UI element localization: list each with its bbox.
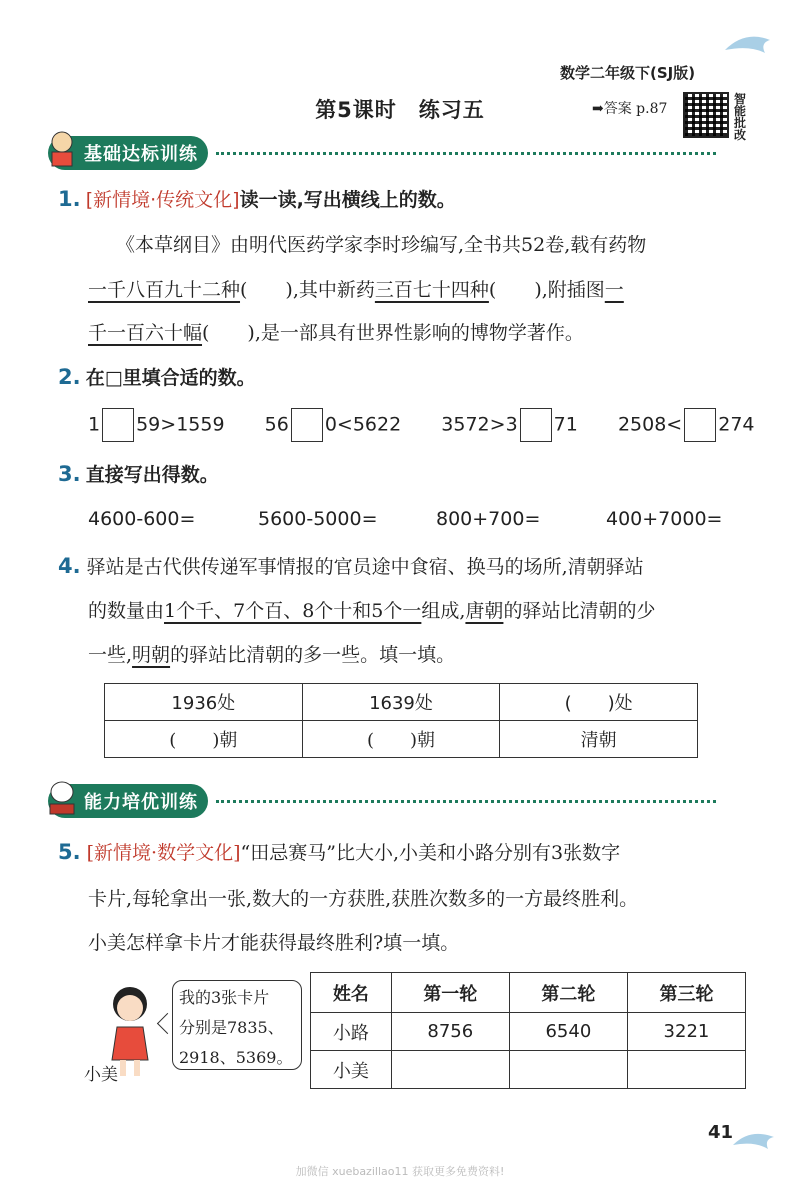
text-line: 驿站是古代供传递军事情报的官员途中食宿、换马的场所,清朝驿站 (86, 556, 644, 578)
question-number: 5. (58, 840, 81, 864)
table-cell: 8756 (391, 1013, 509, 1051)
table-row (311, 1013, 746, 1051)
question-number: 3. (58, 462, 81, 486)
column-header: 第一轮 (391, 973, 509, 1013)
answer-blank[interactable]: ( ),附插图 (488, 279, 605, 301)
answer-blank[interactable]: ( ),是一部具有世界性影响的博物学著作。 (202, 322, 584, 344)
table-cell: 1639处 (302, 684, 500, 721)
qr-code-icon[interactable] (683, 92, 729, 138)
calc-item[interactable]: 4600-600= (88, 508, 196, 530)
divider (216, 152, 716, 155)
question-number: 4. (58, 554, 81, 578)
calc-row (88, 508, 722, 530)
answer-cell[interactable]: ( )处 (500, 684, 698, 721)
question-2 (58, 363, 256, 390)
question-number: 1. (58, 187, 81, 211)
section-advanced (48, 784, 716, 818)
answer-cell[interactable]: ( )朝 (302, 721, 500, 758)
section-basic (48, 136, 716, 170)
card-table (310, 972, 746, 1089)
question-number: 2. (58, 365, 81, 389)
dog-mascot-icon (46, 776, 78, 816)
question-4 (58, 552, 644, 579)
column-header: 第二轮 (509, 973, 627, 1013)
table-cell: 3221 (627, 1013, 745, 1051)
text-line: 一千八百九十二种( ),其中新药三百七十四种( ),附插图一 (88, 279, 624, 301)
section-label: 能力培优训练 (84, 792, 198, 813)
book-label: 数学二年级下(SJ版) (560, 64, 696, 82)
girl-label: 小美 (84, 1065, 118, 1085)
page-title: 第5课时 练习五 (315, 98, 485, 122)
table-cell: 小美 (311, 1051, 392, 1089)
calc-item[interactable]: 800+700= (436, 508, 541, 530)
text-line: 的数量由1个千、7个百、8个十和5个一组成,唐朝的驿站比清朝的少 (88, 600, 656, 622)
column-header: 姓名 (311, 973, 392, 1013)
footer-watermark: 加微信 xuebazillao11 获取更多免费资料! (295, 1165, 505, 1178)
answer-cell[interactable] (627, 1051, 745, 1089)
dolphin-icon (730, 1125, 780, 1155)
question-prompt: 读一读,写出横线上的数。 (239, 189, 456, 211)
dolphin-icon (720, 25, 780, 65)
fill-box[interactable] (102, 408, 134, 442)
table-cell: 清朝 (500, 721, 698, 758)
calc-item[interactable]: 400+7000= (606, 508, 723, 530)
divider (216, 800, 716, 803)
fill-box[interactable] (291, 408, 323, 442)
fill-box[interactable] (684, 408, 716, 442)
context-tag: [新情境·传统文化] (85, 189, 240, 211)
table-row (105, 684, 698, 721)
table-row (105, 721, 698, 758)
question-1 (58, 185, 456, 212)
answer-cell[interactable] (509, 1051, 627, 1089)
calc-item[interactable]: 5600-5000= (258, 508, 378, 530)
table-cell: 1936处 (105, 684, 303, 721)
question-3 (58, 460, 219, 487)
fill-box[interactable] (520, 408, 552, 442)
dynasty-table (104, 683, 698, 758)
table-header-row (311, 973, 746, 1013)
answer-blank[interactable]: ( ),其中新药 (240, 279, 375, 301)
qr-label: 智能批改 (734, 92, 747, 142)
fill-box-row: 1 59>1559 56 0<5622 3572>3 71 2508< 274 (88, 408, 755, 442)
text-line: 《本草纲目》由明代医药学家李时珍编写,全书共52卷,载有药物 (116, 234, 647, 256)
table-row (311, 1051, 746, 1089)
question-prompt: 在□里填合适的数。 (85, 367, 256, 389)
speech-bubble: 我的3张卡片 分别是7835、 2918、5369。 (172, 980, 302, 1070)
answer-reference: ➡答案 p.87 (592, 101, 668, 117)
text-line: 一些,明朝的驿站比清朝的多一些。填一填。 (88, 644, 456, 666)
answer-cell[interactable] (391, 1051, 509, 1089)
text-line: 卡片,每轮拿出一张,数大的一方获胜,获胜次数多的一方最终胜利。 (88, 888, 639, 910)
table-cell: 小路 (311, 1013, 392, 1051)
page-number: 41 (708, 1122, 734, 1143)
question-5 (58, 838, 620, 865)
text-line: 千一百六十幅( ),是一部具有世界性影响的博物学著作。 (88, 322, 584, 344)
question-prompt: 直接写出得数。 (85, 464, 219, 486)
text-line: 小美怎样拿卡片才能获得最终胜利?填一填。 (88, 932, 460, 954)
text-line: “田忌赛马”比大小,小美和小路分别有3张数字 (240, 842, 621, 864)
mascot-icon (46, 128, 78, 168)
context-tag: [新情境·数学文化] (86, 842, 241, 864)
answer-cell[interactable]: ( )朝 (105, 721, 303, 758)
section-label: 基础达标训练 (84, 144, 198, 165)
table-cell: 6540 (509, 1013, 627, 1051)
column-header: 第三轮 (627, 973, 745, 1013)
